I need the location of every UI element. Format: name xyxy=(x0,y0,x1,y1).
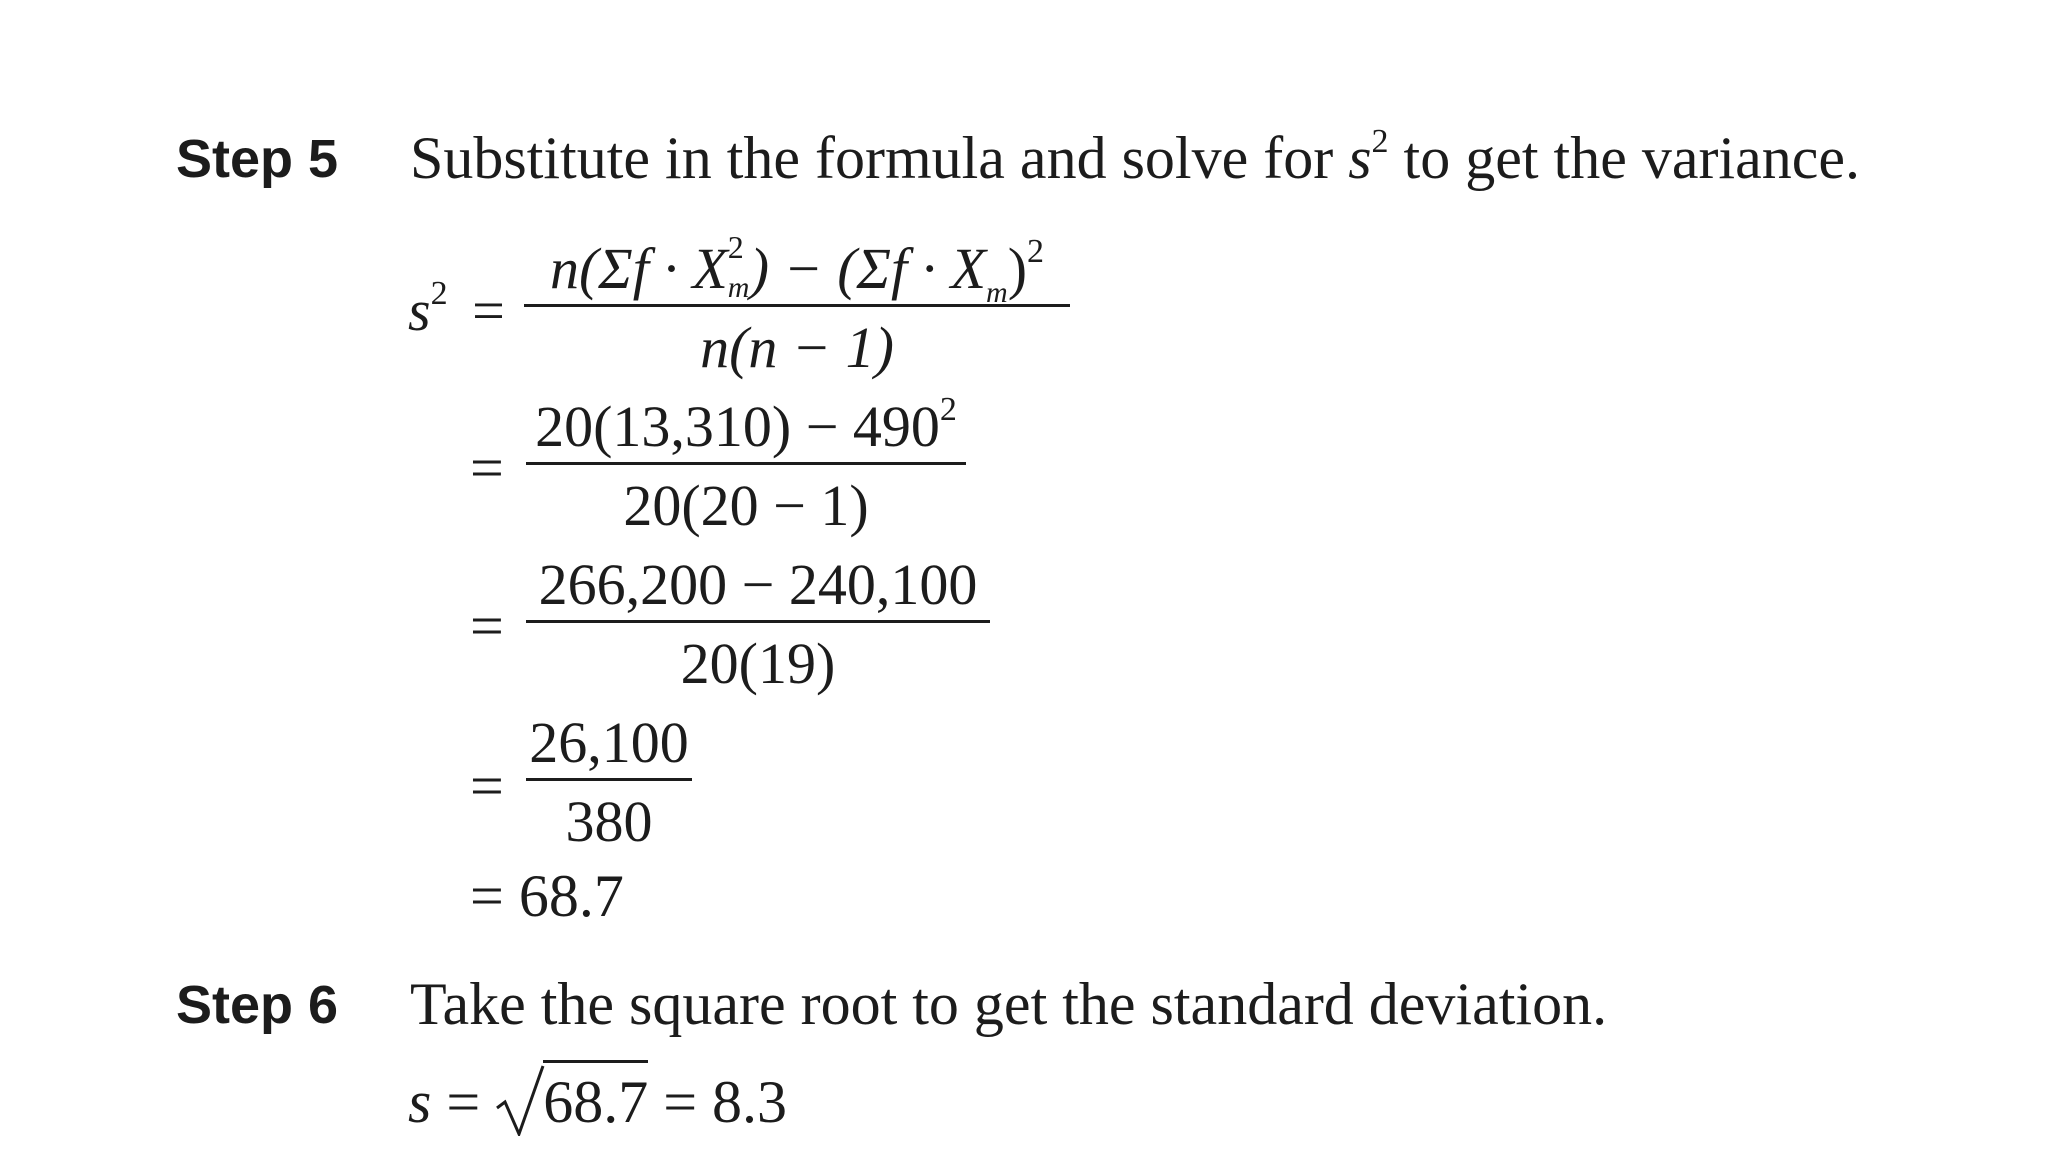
step-5-instruction-after: to get the variance. xyxy=(1388,125,1860,191)
fraction-bar xyxy=(526,462,966,465)
square-root xyxy=(495,1069,649,1135)
simplify-2-denominator: 380 xyxy=(565,789,653,854)
formula-num-part-2: 2 xyxy=(727,229,744,265)
variance-formula-denominator xyxy=(524,315,1070,380)
variance-lhs xyxy=(408,275,505,343)
fraction-bar xyxy=(526,778,692,781)
simplify-2-fraction xyxy=(526,710,692,854)
step-5-label: Step 5 xyxy=(176,129,339,189)
variance-lhs-equals: = xyxy=(472,278,505,343)
variance-formula-fraction xyxy=(524,229,1070,380)
variance-lhs-var: s xyxy=(408,278,431,343)
formula-denominator-text: n(n − 1) xyxy=(700,315,894,380)
formula-num-part-1: n(Σf · X xyxy=(549,236,728,301)
sd-equals: = xyxy=(431,1069,496,1135)
formula-num-part-3: m xyxy=(727,271,750,304)
variance-result: = 68.7 xyxy=(470,863,624,929)
substitution-numerator-exp: 2 xyxy=(939,391,957,428)
step-5-instruction-exp: 2 xyxy=(1371,123,1389,160)
formula-num-part-6: ) xyxy=(1007,236,1028,301)
step-5-instruction-var: s xyxy=(1348,125,1372,191)
formula-num-part-7: 2 xyxy=(1027,233,1045,270)
substitution-numerator xyxy=(526,391,966,459)
simplify-1-equals: = xyxy=(470,593,504,659)
formula-num-part-4: ) − (Σf · X xyxy=(749,236,987,301)
variance-formula-numerator xyxy=(524,229,1070,309)
simplify-1-fraction xyxy=(526,552,990,696)
simplify-2-numerator: 26,100 xyxy=(529,710,689,775)
step-6-instruction: Take the square root to get the standard deviation. xyxy=(410,971,1608,1037)
variance-lhs-exp: 2 xyxy=(430,275,448,312)
sd-radicand: 68.7 xyxy=(543,1060,648,1135)
step-6-label: Step 6 xyxy=(176,975,339,1035)
formula-num-part-5: m xyxy=(986,276,1008,309)
simplify-2-equals: = xyxy=(470,753,504,819)
step-5-instruction xyxy=(410,123,1860,191)
fraction-bar xyxy=(526,620,990,623)
sd-rhs: = 8.3 xyxy=(648,1069,788,1135)
standard-deviation-result xyxy=(408,1069,788,1135)
formula-xm-squared-scripts xyxy=(727,229,750,304)
step-5-instruction-before: Substitute in the formula and solve for xyxy=(410,125,1349,191)
substitution-denominator: 20(20 − 1) xyxy=(623,473,869,538)
substitution-equals: = xyxy=(470,435,504,501)
simplify-1-numerator: 266,200 − 240,100 xyxy=(538,552,978,617)
simplify-1-denominator: 20(19) xyxy=(680,631,836,696)
sd-lhs: s xyxy=(408,1069,432,1135)
radical-sign-icon xyxy=(495,1064,545,1136)
substitution-fraction xyxy=(526,391,966,538)
substitution-numerator-text: 20(13,310) − 490 xyxy=(535,394,940,459)
